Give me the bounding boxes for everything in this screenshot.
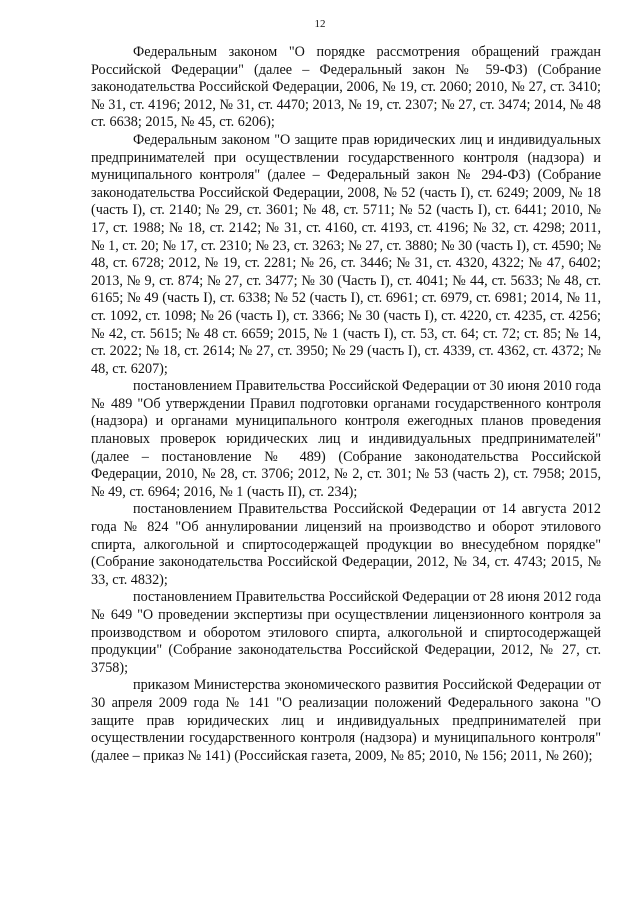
document-body bbox=[91, 44, 601, 765]
paragraph-federal-law-59: Федеральным законом "О порядке рассмотрения обращений граждан Российской Федерации" (далее – Федеральный закон № 59-ФЗ) (Собрание законодательства Российской Федерации, 2006, № 19, ст. 2060; 2010, № 27, ст. 3410; № 31, ст. 4196; 2012, № 31, ст. 4470; 2013, № 19, ст. 2307; № 27, ст. 3474; 2014, № 48 ст. 6638; 2015, № 45, ст. 6206); bbox=[91, 44, 601, 131]
paragraph-federal-law-294: Федеральным законом "О защите прав юридических лиц и индивидуальных предпринимателей при осуществлении государственного контроля (надзора) и муниципального контроля" (далее – Федеральный закон № 294-ФЗ) (Собрание законодательства Российской Федерации, 2008, № 52 (часть I), ст. 6249; 2009, № 18 (часть I), ст. 2140; № 29, ст. 3601; № 48, ст. 5711; № 52 (часть I), ст. 6441; 2010, № 17, ст. 1988; № 18, ст. 2142; № 31, ст. 4160, ст. 4193, ст. 4196; № 32, ст. 4298; 2011, № 1, ст. 20; № 17, ст. 2310; № 23, ст. 3263; № 27, ст. 3880; № 30 (часть I), ст. 4590; № 48, ст. 6728; 2012, № 19, ст. 2281; № 26, ст. 3446; № 31, ст. 4320, 4322; № 47, 6402; 2013, № 9, ст. 874; № 27, ст. 3477; № 30 (Часть I), ст. 4041; № 44, ст. 5633; № 48, ст. 6165; № 49 (часть I), ст. 6338; № 52 (часть I), ст. 6961; ст. 6979, ст. 6981; 2014, № 11, ст. 1092, ст. 1098; № 26 (часть I), ст. 3366; № 30 (часть I), ст. 4220, ст. 4235, ст. 4256; № 42, ст. 5615; № 48 ст. 6659; 2015, № 1 (часть I), ст. 53, ст. 64; ст. 72; ст. 85; № 14, ст. 2022; № 18, ст. 2614; № 27, ст. 3950; № 29 (часть I), ст. 4339, ст. 4362, ст. 4372; № 48, ст. 6207); bbox=[91, 131, 601, 377]
paragraph-order-141: приказом Министерства экономического развития Российской Федерации от 30 апреля 2009 года № 141 "О реализации положений Федерального закона "О защите прав юридических лиц и индивидуальных предпринимателей при осуществлении государственного контроля (надзора) и муниципального контроля" (далее – приказ № 141) (Российская газета, 2009, № 85; 2010, № 156; 2011, № 260); bbox=[91, 677, 601, 764]
paragraph-resolution-489: постановлением Правительства Российской Федерации от 30 июня 2010 года № 489 "Об утверждении Правил подготовки органами государственного контроля (надзора) и органами муниципального контроля ежегодных планов проведения плановых проверок юридических лиц и индивидуальных предпринимателей" (далее – постановление № 489) (Собрание законодательства Российской Федерации, 2010, № 28, ст. 3706; 2012, № 2, ст. 301; № 53 (часть 2), ст. 7958; 2015, № 49, ст. 6964; 2016, № 1 (часть II), ст. 234); bbox=[91, 378, 601, 500]
paragraph-resolution-649: постановлением Правительства Российской Федерации от 28 июня 2012 года № 649 "О проведении экспертизы при осуществлении лицензионного контроля за производством и оборотом этилового спирта, алкогольной и спиртосодержащей продукции" (Собрание законодательства Российской Федерации, 2012, № 27, ст. 3758); bbox=[91, 589, 601, 676]
paragraph-resolution-824: постановлением Правительства Российской Федерации от 14 августа 2012 года № 824 "Об аннулировании лицензий на производство и оборот этилового спирта, алкогольной и спиртосодержащей продукции во внесудебном порядке" (Собрание законодательства Российской Федерации, 2012, № 34, ст. 4743; 2015, № 33, ст. 4832); bbox=[91, 501, 601, 588]
page-number: 12 bbox=[314, 18, 326, 30]
